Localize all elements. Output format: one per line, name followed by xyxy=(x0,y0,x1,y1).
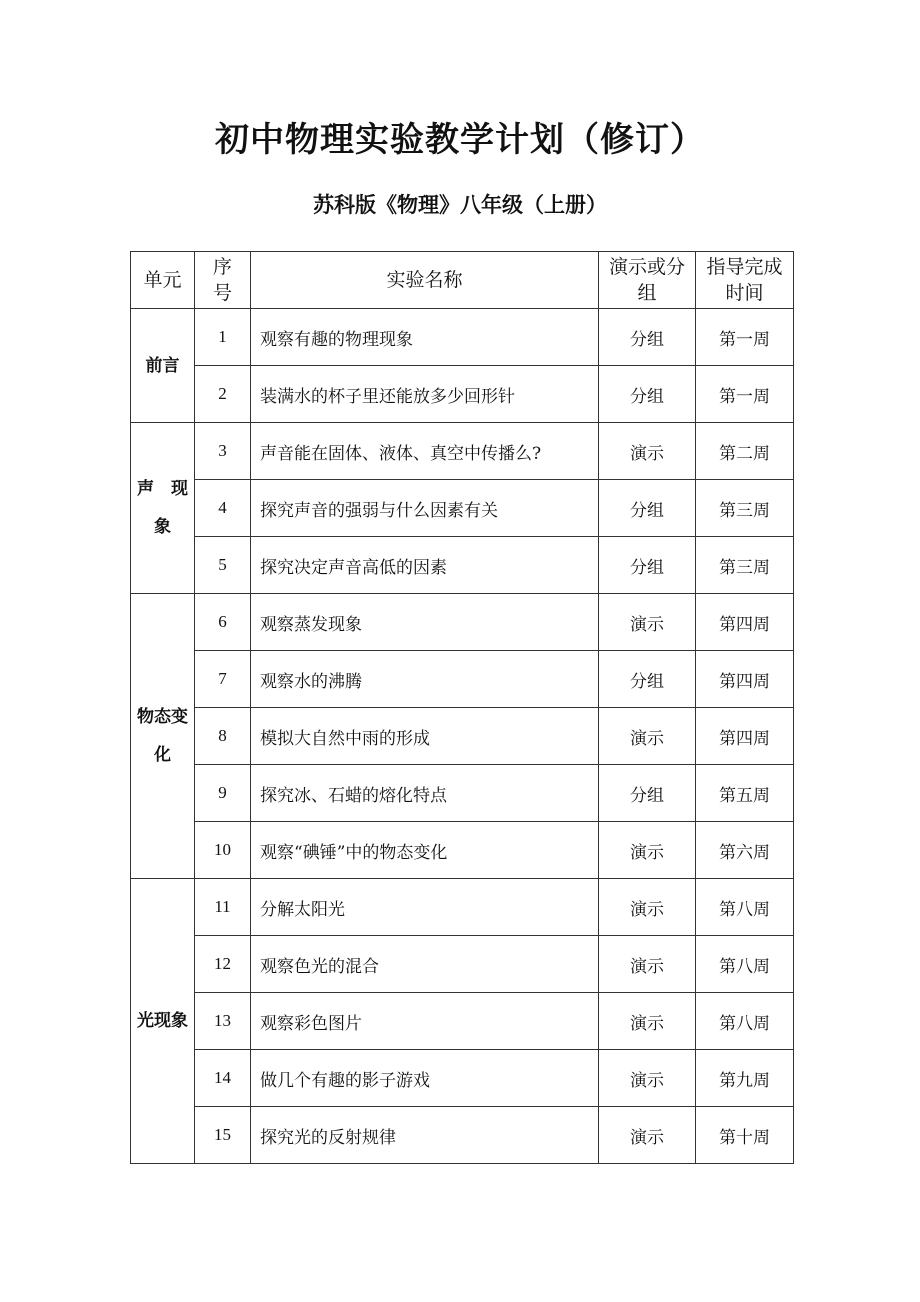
mode-cell: 演示 xyxy=(599,708,696,765)
experiment-name-cell: 探究光的反射规律 xyxy=(251,1107,599,1164)
mode-cell: 分组 xyxy=(599,765,696,822)
table-row xyxy=(131,366,794,423)
week-cell: 第一周 xyxy=(696,309,794,366)
experiment-name-cell: 观察色光的混合 xyxy=(251,936,599,993)
table-row xyxy=(131,537,794,594)
seq-cell: 1 xyxy=(195,309,251,366)
experiment-name-cell: 探究冰、石蜡的熔化特点 xyxy=(251,765,599,822)
week-cell: 第十周 xyxy=(696,1107,794,1164)
mode-cell: 演示 xyxy=(599,936,696,993)
mode-cell: 演示 xyxy=(599,822,696,879)
table-header-row xyxy=(131,252,794,309)
table-row xyxy=(131,708,794,765)
table-row xyxy=(131,822,794,879)
mode-cell: 演示 xyxy=(599,993,696,1050)
seq-cell: 7 xyxy=(195,651,251,708)
week-cell: 第三周 xyxy=(696,537,794,594)
table-row xyxy=(131,1107,794,1164)
header-seq xyxy=(195,252,251,309)
header-seq-label: 序号 xyxy=(212,256,232,304)
experiment-name-cell: 观察蒸发现象 xyxy=(251,594,599,651)
unit-label: 声 现象 xyxy=(137,479,188,537)
unit-label: 光现象 xyxy=(137,1011,188,1031)
table-row xyxy=(131,993,794,1050)
seq-cell: 6 xyxy=(195,594,251,651)
mode-cell: 演示 xyxy=(599,423,696,480)
mode-cell: 分组 xyxy=(599,480,696,537)
table-row xyxy=(131,651,794,708)
week-cell: 第八周 xyxy=(696,879,794,936)
page-subtitle: 苏科版《物理》八年级（上册） xyxy=(313,193,607,217)
unit-cell xyxy=(131,423,195,594)
header-mode-label: 演示或分组 xyxy=(609,256,686,304)
table-row xyxy=(131,765,794,822)
seq-cell: 9 xyxy=(195,765,251,822)
header-week-label: 指导完成时间 xyxy=(706,256,783,304)
mode-cell: 分组 xyxy=(599,366,696,423)
table-row xyxy=(131,1050,794,1107)
week-cell: 第四周 xyxy=(696,708,794,765)
seq-cell: 5 xyxy=(195,537,251,594)
experiment-name-cell: 观察水的沸腾 xyxy=(251,651,599,708)
experiment-name-cell: 做几个有趣的影子游戏 xyxy=(251,1050,599,1107)
experiment-name-cell: 观察“碘锤”中的物态变化 xyxy=(251,822,599,879)
table-body xyxy=(131,309,794,1164)
experiment-name-cell: 探究声音的强弱与什么因素有关 xyxy=(251,480,599,537)
page-title: 初中物理实验教学计划（修订） xyxy=(215,120,705,160)
table-row xyxy=(131,480,794,537)
mode-cell: 演示 xyxy=(599,594,696,651)
unit-label: 前言 xyxy=(145,355,180,376)
seq-cell: 14 xyxy=(195,1050,251,1107)
experiment-plan-table xyxy=(130,251,794,1164)
mode-cell: 分组 xyxy=(599,309,696,366)
experiment-name-cell: 观察彩色图片 xyxy=(251,993,599,1050)
experiment-name-cell: 观察有趣的物理现象 xyxy=(251,309,599,366)
mode-cell: 演示 xyxy=(599,1107,696,1164)
header-unit: 单元 xyxy=(131,252,195,309)
header-mode xyxy=(599,252,696,309)
week-cell: 第三周 xyxy=(696,480,794,537)
week-cell: 第八周 xyxy=(696,993,794,1050)
table-row xyxy=(131,309,794,366)
mode-cell: 分组 xyxy=(599,651,696,708)
table-row xyxy=(131,879,794,936)
week-cell: 第四周 xyxy=(696,651,794,708)
unit-cell xyxy=(131,879,195,1164)
seq-cell: 8 xyxy=(195,708,251,765)
experiment-name-cell: 模拟大自然中雨的形成 xyxy=(251,708,599,765)
week-cell: 第九周 xyxy=(696,1050,794,1107)
seq-cell: 11 xyxy=(195,879,251,936)
seq-cell: 10 xyxy=(195,822,251,879)
unit-cell xyxy=(131,594,195,879)
seq-cell: 13 xyxy=(195,993,251,1050)
header-name: 实验名称 xyxy=(251,252,599,309)
mode-cell: 演示 xyxy=(599,1050,696,1107)
week-cell: 第一周 xyxy=(696,366,794,423)
header-week xyxy=(696,252,794,309)
table-row xyxy=(131,936,794,993)
unit-label: 物态变化 xyxy=(137,707,188,765)
experiment-name-cell: 声音能在固体、液体、真空中传播么? xyxy=(251,423,599,480)
experiment-name-cell: 探究决定声音高低的因素 xyxy=(251,537,599,594)
seq-cell: 4 xyxy=(195,480,251,537)
mode-cell: 演示 xyxy=(599,879,696,936)
mode-cell: 分组 xyxy=(599,537,696,594)
table-row xyxy=(131,423,794,480)
unit-cell xyxy=(131,309,195,423)
week-cell: 第五周 xyxy=(696,765,794,822)
experiment-name-cell: 分解太阳光 xyxy=(251,879,599,936)
week-cell: 第四周 xyxy=(696,594,794,651)
seq-cell: 2 xyxy=(195,366,251,423)
table-row xyxy=(131,594,794,651)
seq-cell: 15 xyxy=(195,1107,251,1164)
week-cell: 第二周 xyxy=(696,423,794,480)
week-cell: 第八周 xyxy=(696,936,794,993)
experiment-name-cell: 装满水的杯子里还能放多少回形针 xyxy=(251,366,599,423)
week-cell: 第六周 xyxy=(696,822,794,879)
seq-cell: 3 xyxy=(195,423,251,480)
seq-cell: 12 xyxy=(195,936,251,993)
